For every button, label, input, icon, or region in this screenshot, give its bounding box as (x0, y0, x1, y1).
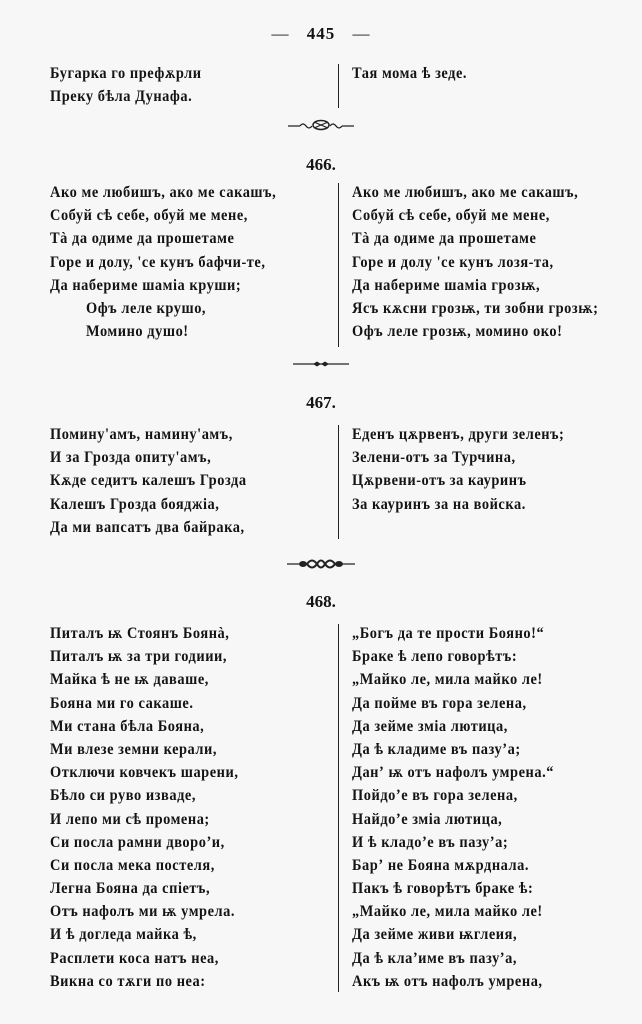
song-right-column (352, 181, 632, 343)
verse-line: И ѣ догледа майка ѣ, (50, 926, 197, 944)
verse-line: Бояна ми го сакаше. (50, 694, 194, 712)
verse-line: Ясъ кѫсни грозѭ, ти зобни грозѭ; (352, 299, 599, 317)
verse-line: Отключи ковчекъ шарени, (50, 764, 239, 782)
knot-ornament (0, 557, 642, 571)
verse-line: Си посла рамни двороʼи, (50, 833, 225, 851)
verse-line: Ако ме любишъ, ако ме сакашъ, (352, 184, 579, 201)
verse-line: Горе и долу, 'се кунъ бафчи-те, (50, 253, 266, 271)
verse-line: Пойдоʼе въ гора зелена, (352, 787, 518, 805)
column-divider (338, 425, 339, 539)
dash-right: — (352, 24, 371, 43)
song-number: 466. (306, 155, 336, 174)
verse-line: Собуй сѣ себе, обуй ме мене, (352, 207, 550, 225)
continuation-left-column (50, 62, 330, 108)
verse-line: Викна со тѫги по неа: (50, 972, 206, 990)
continuation-right-column (352, 62, 632, 85)
verse-line: И за Грозда опиту'амъ, (50, 449, 212, 467)
verse-line: Питалъ ѭ за три годиии, (50, 648, 228, 666)
song-right-column (352, 622, 632, 993)
verse-line: Пакъ ѣ говорѣтъ браке ѣ: (352, 880, 534, 898)
song-number: 467. (306, 393, 336, 412)
verse-line: Барʼ не Бояна мѫрднала. (352, 856, 530, 874)
verse-line: Преку бѣла Дунафа. (50, 88, 193, 106)
verse-line: Да зейме зміа лютица, (352, 717, 508, 735)
page-number: 445 (306, 24, 336, 43)
page-header (0, 24, 642, 44)
verse-line: Собуй сѣ себе, обуй ме мене, (50, 207, 248, 225)
verse-line: Ми влезе земни керали, (50, 740, 218, 758)
verse-line: „Богъ да те прости Бояно!“ (352, 625, 545, 642)
verse-line: Бугарка го префѫрли (50, 65, 202, 82)
verse-line: Тая мома ѣ зеде. (352, 65, 468, 82)
verse-line: Ми стана бѣла Бояна, (50, 717, 205, 735)
refrain-line: Момино душо! (86, 323, 189, 341)
verse-line: „Майко ле, мила майко ле! (352, 671, 543, 689)
verse-line: И ѣ кладоʼе въ пазуʼа; (352, 833, 509, 851)
verse-line: Легна Бояна да спіетъ, (50, 880, 211, 898)
scroll-ornament (0, 118, 642, 132)
column-divider (338, 64, 339, 108)
verse-line: Си посла мека постеля, (50, 856, 215, 874)
verse-line: Да ѣ клаʼиме въ пазуʼа, (352, 949, 518, 967)
song-466 (0, 181, 642, 351)
verse-line: Данʼ ѭ отъ нафолъ умрена.“ (352, 764, 554, 782)
column-divider (338, 183, 339, 347)
song-468 (0, 622, 642, 994)
verse-line: Да набериме шаміа грозѭ, (352, 276, 541, 294)
verse-line: Бѣло си руво изваде, (50, 787, 196, 805)
song-number: 468. (306, 592, 336, 611)
verse-line: Tà да одиме да прошетаме (50, 230, 235, 248)
song-left-column (50, 181, 330, 343)
verse-line: Tà да одиме да прошетаме (352, 230, 537, 248)
verse-line: Отъ нафолъ ми ѭ умрела. (50, 903, 236, 921)
refrain-line: Офъ леле крушо, (86, 299, 207, 317)
verse-line: И лепо ми сѣ промена; (50, 810, 210, 828)
verse-line: Калешъ Грозда бояджіа, (50, 495, 220, 513)
verse-line: Помину'амъ, намину'амъ, (50, 426, 233, 443)
verse-line: Кѫде седитъ калешъ Грозда (50, 472, 247, 490)
verse-line: За кауринъ за на войска. (352, 495, 526, 513)
verse-line: Акъ ѭ отъ нафолъ умрена, (352, 972, 543, 990)
rule-ornament-icon (291, 360, 351, 368)
verse-line: Офъ леле грозѭ, момино око! (352, 323, 563, 341)
verse-line: Браке ѣ лепо говорѣтъ: (352, 648, 518, 666)
continuation-block (0, 62, 642, 110)
song-right-column (352, 423, 632, 516)
verse-line: Да ми вапсатъ два байрака, (50, 518, 245, 536)
verse-line: „Майко ле, мила майко ле! (352, 903, 543, 921)
verse-line: Да пойме въ гора зелена, (352, 694, 527, 712)
dash-left: — (271, 24, 290, 43)
verse-line: Горе и долу 'се кунъ лозя-та, (352, 253, 554, 271)
verse-line: Найдоʼе зміа лютица, (352, 810, 503, 828)
verse-line: Да ѣ кладиме въ пазуʼа; (352, 740, 521, 758)
verse-line: Расплети коса натъ неа, (50, 949, 219, 967)
verse-line: Ако ме любишъ, ако ме сакашъ, (50, 184, 277, 201)
song-left-column (50, 622, 330, 993)
rule-ornament (0, 360, 642, 368)
scroll-ornament-icon (286, 118, 356, 132)
verse-line: Питалъ ѭ Стоянъ Боянà, (50, 625, 230, 642)
song-left-column (50, 423, 330, 539)
verse-line: Цѫрвени-отъ за кауринъ (352, 472, 527, 490)
verse-line: Еденъ цѫрвенъ, други зеленъ; (352, 426, 565, 443)
verse-line: Майка ѣ не ѭ даваше, (50, 671, 209, 689)
verse-line: Да зейме живи ѭглеия, (352, 926, 518, 944)
song-467 (0, 423, 642, 543)
knot-ornament-icon (285, 557, 357, 571)
verse-line: Зелени-отъ за Турчина, (352, 449, 516, 467)
verse-line: Да набериме шаміа круши; (50, 276, 242, 294)
column-divider (338, 624, 339, 992)
